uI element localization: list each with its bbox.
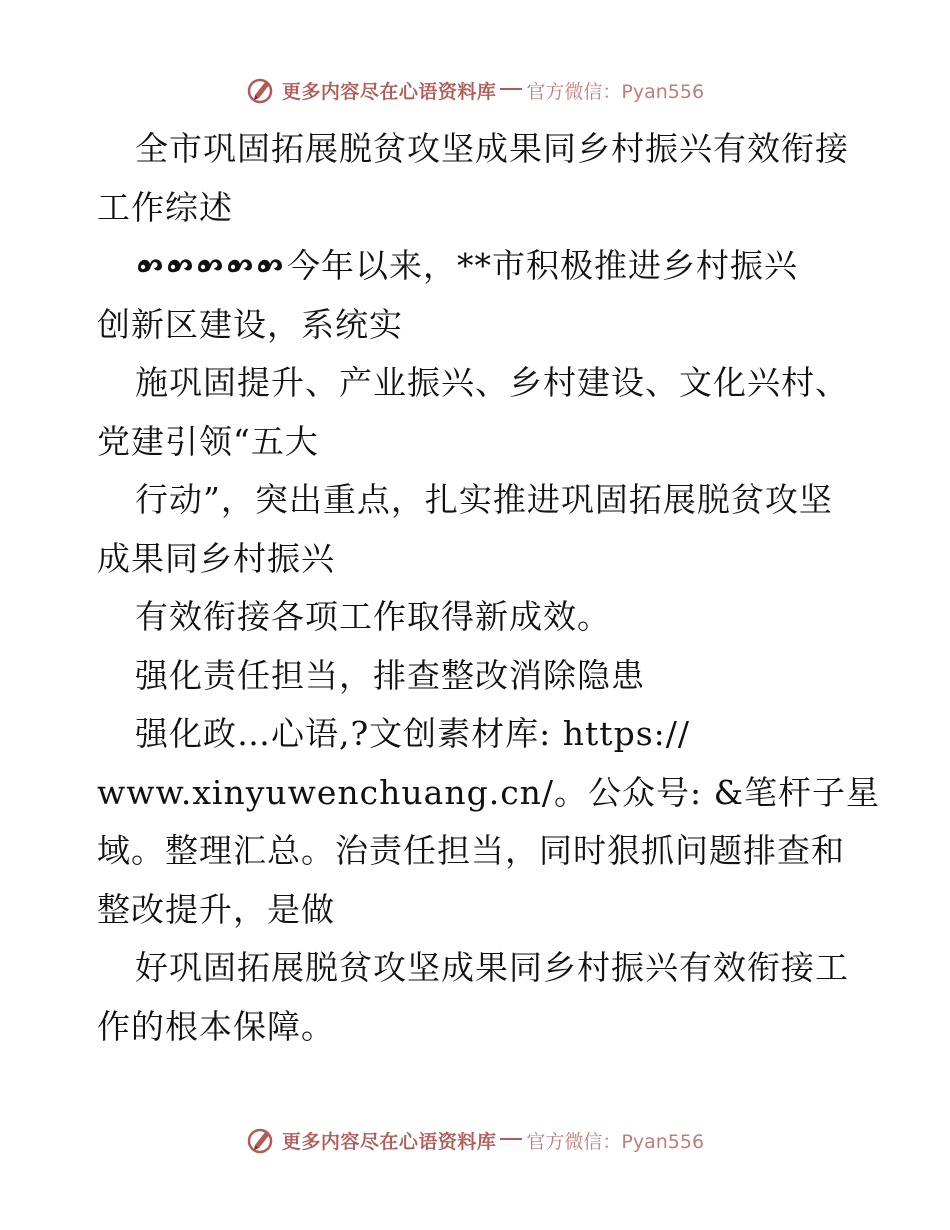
doc-line-10: 强化责任担当，排查整改消除隐患 xyxy=(135,655,645,695)
ornament-icons xyxy=(135,254,285,276)
footer-banner xyxy=(0,1120,950,1160)
doc-line-4: 创新区建设，系统实 xyxy=(97,304,403,344)
doc-line-6: 党建引领“五大 xyxy=(97,421,319,461)
doc-line-14: 整改提升，是做 xyxy=(97,889,335,929)
doc-line-3-text: 今年以来，**市积极推进乡村振兴 xyxy=(287,246,798,285)
doc-line-2: 工作综述 xyxy=(97,187,233,227)
pen-logo-icon xyxy=(246,75,276,105)
footer-wechat-text: 官方微信：Pyan556 xyxy=(526,1130,705,1153)
footer-dash xyxy=(500,1138,522,1140)
ornament-icon xyxy=(225,254,255,276)
doc-line-9: 有效衔接各项工作取得新成效。 xyxy=(135,597,611,636)
ornament-icon xyxy=(255,254,285,276)
header-dash xyxy=(500,88,522,90)
footer-banner-text: 更多内容尽在心语资料库 xyxy=(281,1130,497,1153)
document-body xyxy=(97,120,881,1056)
doc-line-8: 成果同乡村振兴 xyxy=(97,538,335,578)
pen-logo-icon xyxy=(246,1125,276,1155)
header-banner xyxy=(0,70,950,110)
doc-line-11: 强化政…心语,?文创素材库: https:// xyxy=(135,714,690,753)
doc-line-3 xyxy=(97,237,877,296)
doc-line-1: 全市巩固拓展脱贫攻坚成果同乡村振兴有效衔接 xyxy=(135,129,849,168)
ornament-icon xyxy=(165,254,195,276)
doc-line-7: 行动”，突出重点，扎实推进巩固拓展脱贫攻坚 xyxy=(135,480,833,519)
ornament-icon xyxy=(135,254,165,276)
header-banner-text: 更多内容尽在心语资料库 xyxy=(281,80,497,103)
doc-line-5: 施巩固提升、产业振兴、乡村建设、文化兴村、 xyxy=(135,363,849,402)
ornament-icon xyxy=(195,254,225,276)
header-wechat-text: 官方微信：Pyan556 xyxy=(526,80,705,103)
doc-line-16: 作的根本保障。 xyxy=(97,1006,335,1046)
doc-line-12: www.xinyuwenchuang.cn/。公众号: &笔杆子星 xyxy=(97,772,881,812)
doc-line-13: 域。整理汇总。治责任担当，同时狠抓问题排查和 xyxy=(97,831,845,870)
doc-line-15: 好巩固拓展脱贫攻坚成果同乡村振兴有效衔接工 xyxy=(135,948,849,987)
